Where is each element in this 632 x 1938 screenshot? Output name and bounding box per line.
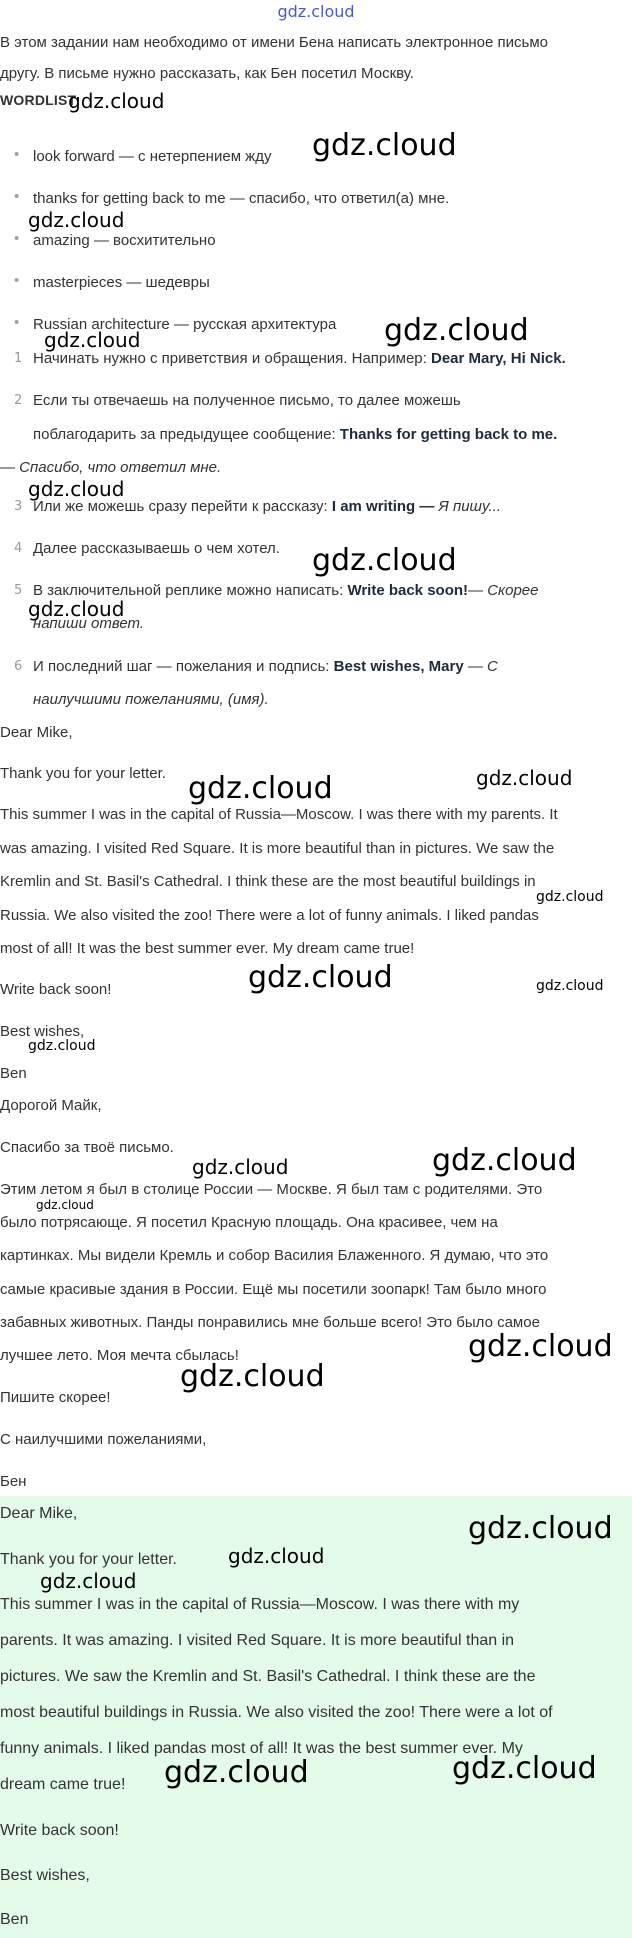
watermark: gdz.cloud bbox=[312, 543, 457, 578]
watermark: gdz.cloud bbox=[432, 1143, 577, 1178]
letter-ru-signature: Бен bbox=[0, 1473, 27, 1490]
bullet-icon: • bbox=[14, 272, 20, 289]
bullet-icon: • bbox=[14, 188, 20, 205]
watermark: gdz.cloud bbox=[536, 978, 604, 994]
answer-body-line: pictures. We saw the Kremlin and St. Basil's Cathedral. I think these are the bbox=[0, 1668, 536, 1685]
letter-ru-thanks: Спасибо за твоё письмо. bbox=[0, 1139, 174, 1156]
wordlist-item: look forward — с нетерпением жду bbox=[33, 148, 272, 165]
letter-ru-body-line: было потрясающе. Я посетил Красную площадь. Она красивее, чем на bbox=[0, 1214, 498, 1231]
bullet-icon: • bbox=[14, 146, 20, 163]
letter-en-body-line: Kremlin and St. Basil's Cathedral. I think these are the most beautiful buildings in bbox=[0, 873, 536, 890]
step-4: Далее рассказываешь о чем хотел. bbox=[33, 540, 280, 557]
step-1: Начинать нужно с приветствия и обращения. Например: Dear Mary, Hi Nick. bbox=[33, 350, 566, 367]
watermark: gdz.cloud bbox=[468, 1511, 613, 1546]
letter-ru-body-line: картинках. Мы видели Кремль и собор Василия Блаженного. Я думаю, что это bbox=[0, 1247, 549, 1264]
letter-en-thanks: Thank you for your letter. bbox=[0, 765, 166, 782]
wordlist-item: masterpieces — шедевры bbox=[33, 274, 210, 291]
step-2-line-1: Если ты отвечаешь на полученное письмо, то далее можешь bbox=[33, 392, 461, 409]
letter-en-body-line: Russia. We also visited the zoo! There were a lot of funny animals. I liked pandas bbox=[0, 907, 539, 924]
step-3: Или же можешь сразу перейти к рассказу: I am writing — Я пишу... bbox=[33, 498, 501, 515]
bullet-icon: • bbox=[14, 230, 20, 247]
letter-en-body-line: most of all! It was the best summer ever. My dream came true! bbox=[0, 940, 415, 957]
watermark: gdz.cloud bbox=[28, 1038, 96, 1054]
watermark: gdz.cloud bbox=[180, 1359, 325, 1394]
letter-en-greeting: Dear Mike, bbox=[0, 724, 73, 741]
step-2-line-3: — Спасибо, что ответил мне. bbox=[0, 459, 222, 476]
answer-body-line: dream came true! bbox=[0, 1776, 126, 1793]
watermark: gdz.cloud bbox=[468, 1329, 613, 1364]
step-number: 3 bbox=[14, 499, 23, 514]
answer-body-line: parents. It was amazing. I visited Red Square. It is more beautiful than in bbox=[0, 1632, 515, 1649]
watermark: gdz.cloud bbox=[28, 208, 125, 232]
watermark: gdz.cloud bbox=[536, 889, 604, 905]
wordlist-item: thanks for getting back to me — спасибо, что ответил(а) мне. bbox=[33, 190, 450, 207]
step-5-line-1: В заключительной реплике можно написать: Write back soon!— Скорее bbox=[33, 582, 539, 599]
step-number: 5 bbox=[14, 583, 23, 598]
letter-en-closing: Write back soon! bbox=[0, 981, 112, 998]
watermark: gdz.cloud bbox=[28, 597, 125, 621]
watermark: gdz.cloud bbox=[228, 1544, 325, 1568]
step-2-line-2: поблагодарить за предыдущее сообщение: Thanks for getting back to me. bbox=[33, 426, 558, 443]
step-number: 6 bbox=[14, 659, 23, 674]
wordlist-item: amazing — восхитительно bbox=[33, 232, 216, 249]
wordlist-title: WORDLIST bbox=[0, 92, 77, 108]
letter-ru-wishes: С наилучшими пожеланиями, bbox=[0, 1431, 207, 1448]
step-number: 2 bbox=[14, 393, 23, 408]
intro-line-2: другу. В письме нужно рассказать, как Бен посетил Москву. bbox=[0, 65, 414, 82]
watermark: gdz.cloud bbox=[476, 766, 573, 790]
answer-thanks: Thank you for your letter. bbox=[0, 1551, 177, 1568]
watermark: gdz.cloud bbox=[164, 1755, 309, 1790]
letter-ru-closing: Пишите скорее! bbox=[0, 1389, 111, 1406]
letter-ru-body-line: Этим летом я был в столице России — Москве. Я был там с родителями. Это bbox=[0, 1181, 543, 1198]
watermark: gdz.cloud bbox=[452, 1751, 597, 1786]
answer-body-line: most beautiful buildings in Russia. We also visited the zoo! There were a lot of bbox=[0, 1704, 553, 1721]
answer-signature: Ben bbox=[0, 1911, 29, 1928]
letter-ru-body-line: забавных животных. Панды понравились мне больше всего! Это было самое bbox=[0, 1314, 540, 1331]
watermark: gdz.cloud bbox=[28, 477, 125, 501]
watermark: gdz.cloud bbox=[192, 1155, 289, 1179]
letter-en-body-line: was amazing. I visited Red Square. It is more beautiful than in pictures. We saw the bbox=[0, 840, 555, 857]
wordlist-item: Russian architecture — русская архитектура bbox=[33, 316, 337, 333]
letter-en-body-line: This summer I was in the capital of Russia—Moscow. I was there with my parents. It bbox=[0, 806, 558, 823]
step-number: 4 bbox=[14, 541, 23, 556]
letter-en-wishes: Best wishes, bbox=[0, 1023, 85, 1040]
intro-line-1: В этом задании нам необходимо от имени Бена написать электронное письмо bbox=[0, 34, 548, 51]
bullet-icon: • bbox=[14, 314, 20, 331]
watermark: gdz.cloud bbox=[248, 960, 393, 995]
answer-closing: Write back soon! bbox=[0, 1822, 119, 1839]
letter-ru-greeting: Дорогой Майк, bbox=[0, 1097, 102, 1114]
watermark: gdz.cloud bbox=[312, 128, 457, 163]
letter-en-signature: Ben bbox=[0, 1065, 27, 1082]
watermark: gdz.cloud bbox=[384, 313, 529, 348]
answer-body-line: funny animals. I liked pandas most of all! It was the best summer ever. My bbox=[0, 1740, 523, 1757]
letter-ru-body-line: лучшее лето. Моя мечта сбылась! bbox=[0, 1347, 239, 1364]
watermark: gdz.cloud bbox=[44, 328, 141, 352]
step-6-line-2: наилучшими пожеланиями, (имя). bbox=[33, 691, 269, 708]
watermark: gdz.cloud bbox=[36, 1198, 94, 1212]
step-number: 1 bbox=[14, 351, 23, 366]
answer-greeting: Dear Mike, bbox=[0, 1505, 78, 1522]
watermark: gdz.cloud bbox=[40, 1569, 137, 1593]
watermark: gdz.cloud bbox=[188, 771, 333, 806]
watermark: gdz.cloud bbox=[68, 89, 165, 113]
step-5-line-2: напиши ответ. bbox=[33, 615, 144, 632]
letter-ru-body-line: самые красивые здания в России. Ещё мы посетили зоопарк! Там было много bbox=[0, 1281, 547, 1298]
answer-wishes: Best wishes, bbox=[0, 1867, 90, 1884]
step-6-line-1: И последний шаг — пожелания и подпись: Best wishes, Mary — С bbox=[33, 658, 498, 675]
site-logo[interactable]: gdz.cloud bbox=[277, 2, 355, 21]
answer-body-line: This summer I was in the capital of Russia—Moscow. I was there with my bbox=[0, 1596, 520, 1613]
